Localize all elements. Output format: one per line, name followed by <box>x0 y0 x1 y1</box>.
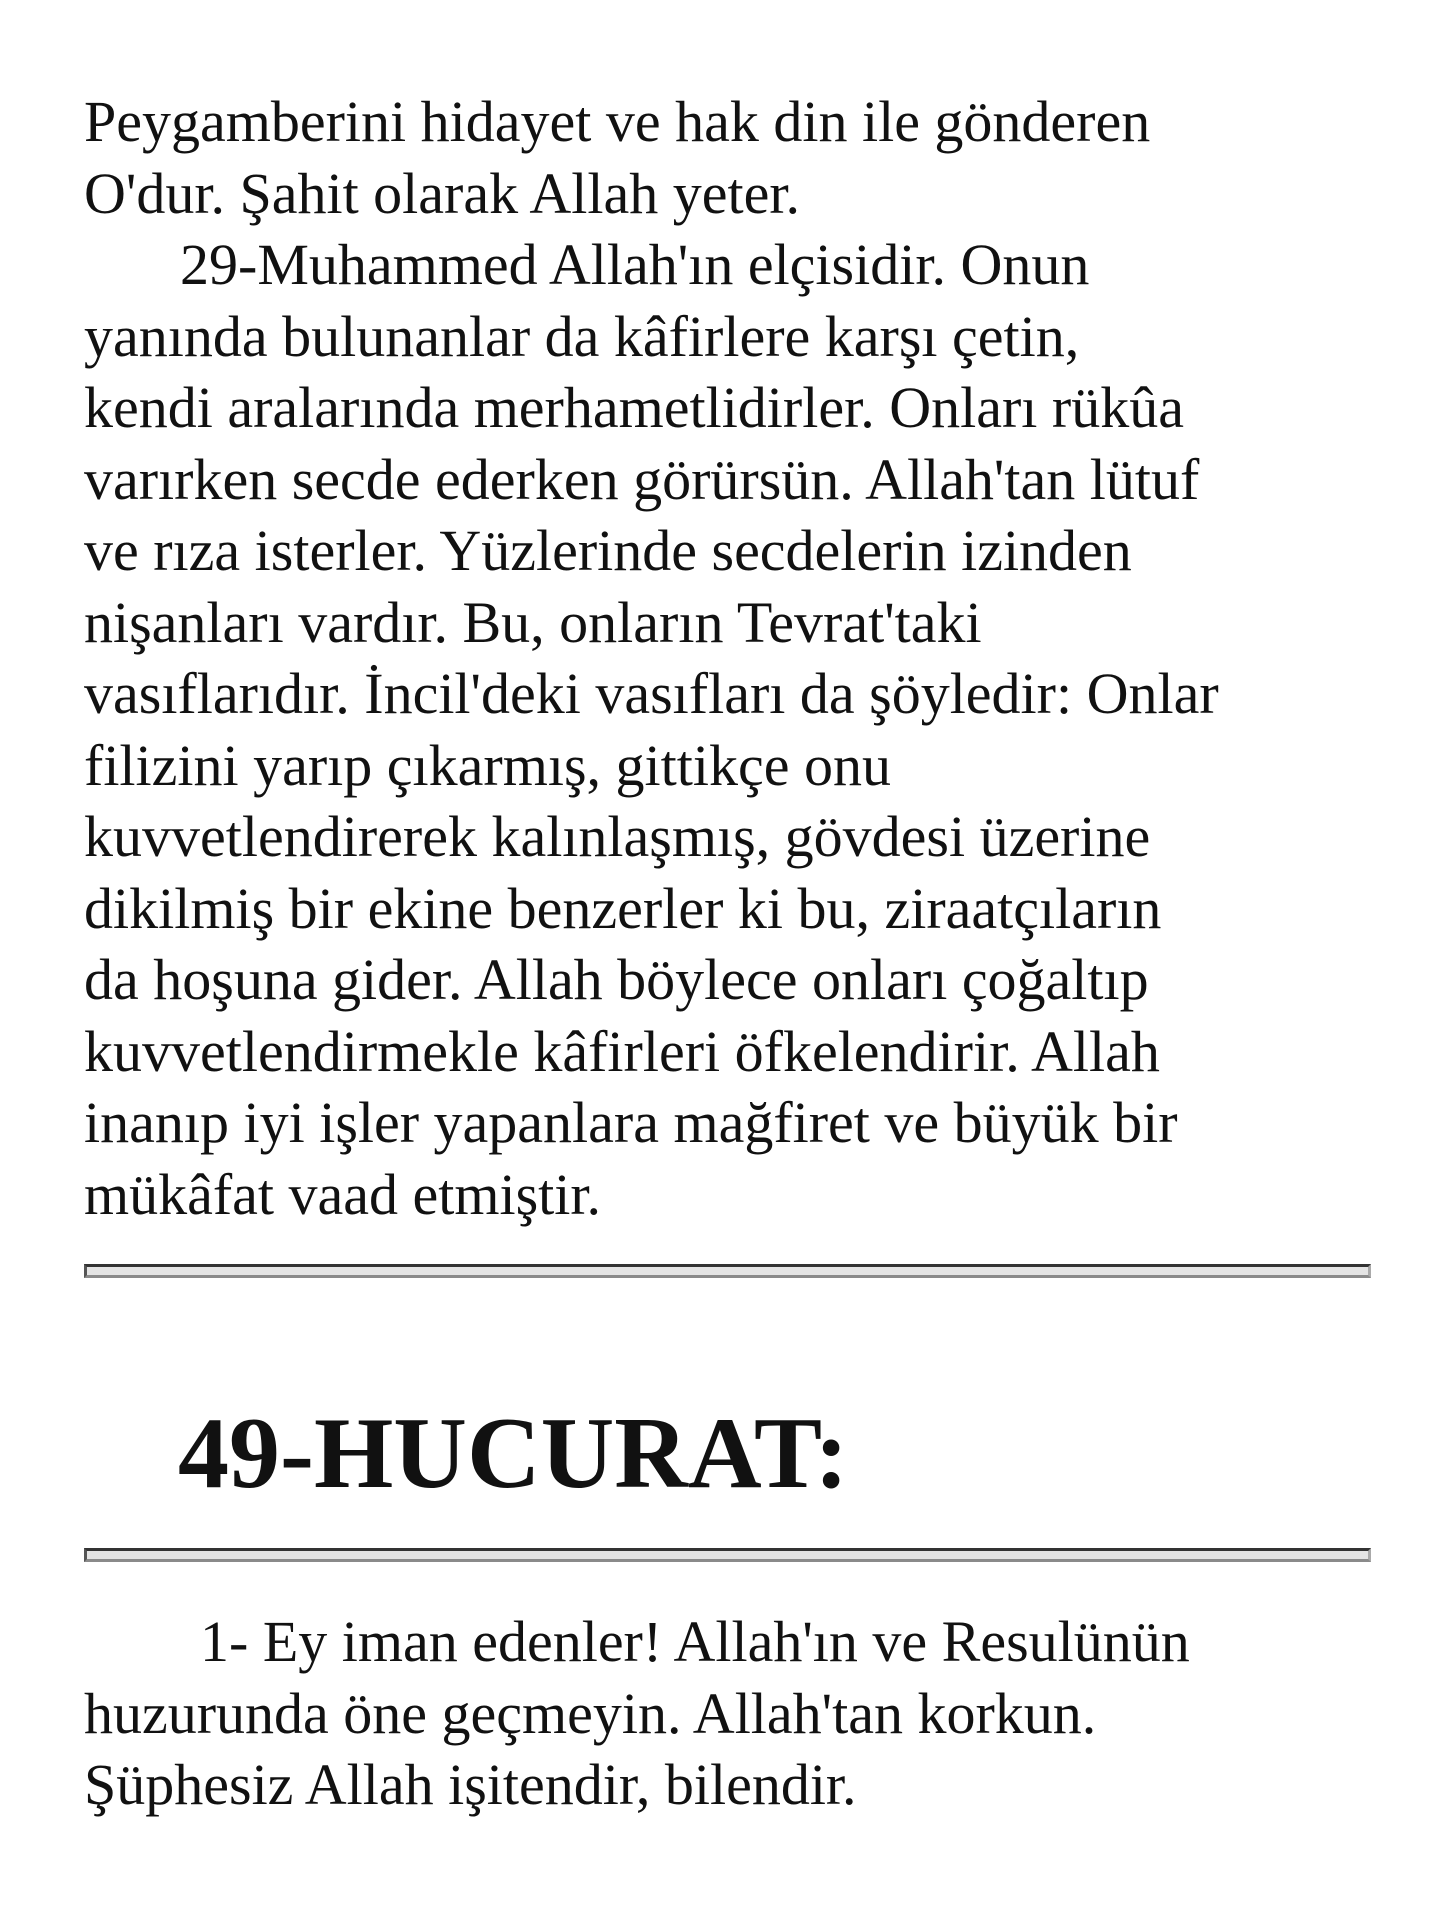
text-line: kendi aralarında merhametlidirler. Onları rükûa <box>84 375 1184 440</box>
text-line: Şüphesiz Allah işitendir, bilendir. <box>84 1752 857 1817</box>
text-line: yanında bulunanlar da kâfirlere karşı çetin, <box>84 303 1080 369</box>
verse-text-block <box>84 86 1374 1230</box>
text-line: dikilmiş bir ekine benzerler ki bu, ziraatçıların <box>84 875 1162 941</box>
text-line: huzurunda öne geçmeyin. Allah'tan korkun. <box>84 1680 1097 1746</box>
verse-text-block <box>84 1606 1374 1821</box>
horizontal-rule <box>84 1264 1371 1278</box>
verse-1-start: 1- Ey iman edenler! Allah'ın ve Resulünün <box>200 1609 1190 1674</box>
text-line: nişanları vardır. Bu, onların Tevrat'taki <box>84 589 982 655</box>
text-line: Peygamberini hidayet ve hak din ile gönderen <box>84 89 1151 154</box>
horizontal-rule <box>84 1548 1371 1562</box>
text-line: varırken secde ederken görürsün. Allah'tan lütuf <box>84 446 1200 512</box>
text-line: vasıflarıdır. İncil'deki vasıfları da şöyledir: Onlar <box>84 661 1219 726</box>
surah-heading: 49-HUCURAT: <box>178 1397 849 1510</box>
text-line: ve rıza isterler. Yüzlerinde secdelerin izinden <box>84 518 1132 583</box>
text-line: kuvvetlendirmekle kâfirleri öfkelendirir. Allah <box>84 1018 1160 1084</box>
verse-29-start: 29-Muhammed Allah'ın elçisidir. Onun <box>180 232 1090 297</box>
text-line: filizini yarıp çıkarmış, gittikçe onu <box>84 732 891 798</box>
text-line: kuvvetlendirerek kalınlaşmış, gövdesi üzerine <box>84 804 1151 869</box>
page-content <box>84 86 1374 1821</box>
text-line: inanıp iyi işler yapanlara mağfiret ve büyük bir <box>84 1090 1178 1155</box>
text-line: O'dur. Şahit olarak Allah yeter. <box>84 160 800 226</box>
text-line: da hoşuna gider. Allah böylece onları çoğaltıp <box>84 947 1149 1012</box>
text-line: mükâfat vaad etmiştir. <box>84 1161 602 1227</box>
